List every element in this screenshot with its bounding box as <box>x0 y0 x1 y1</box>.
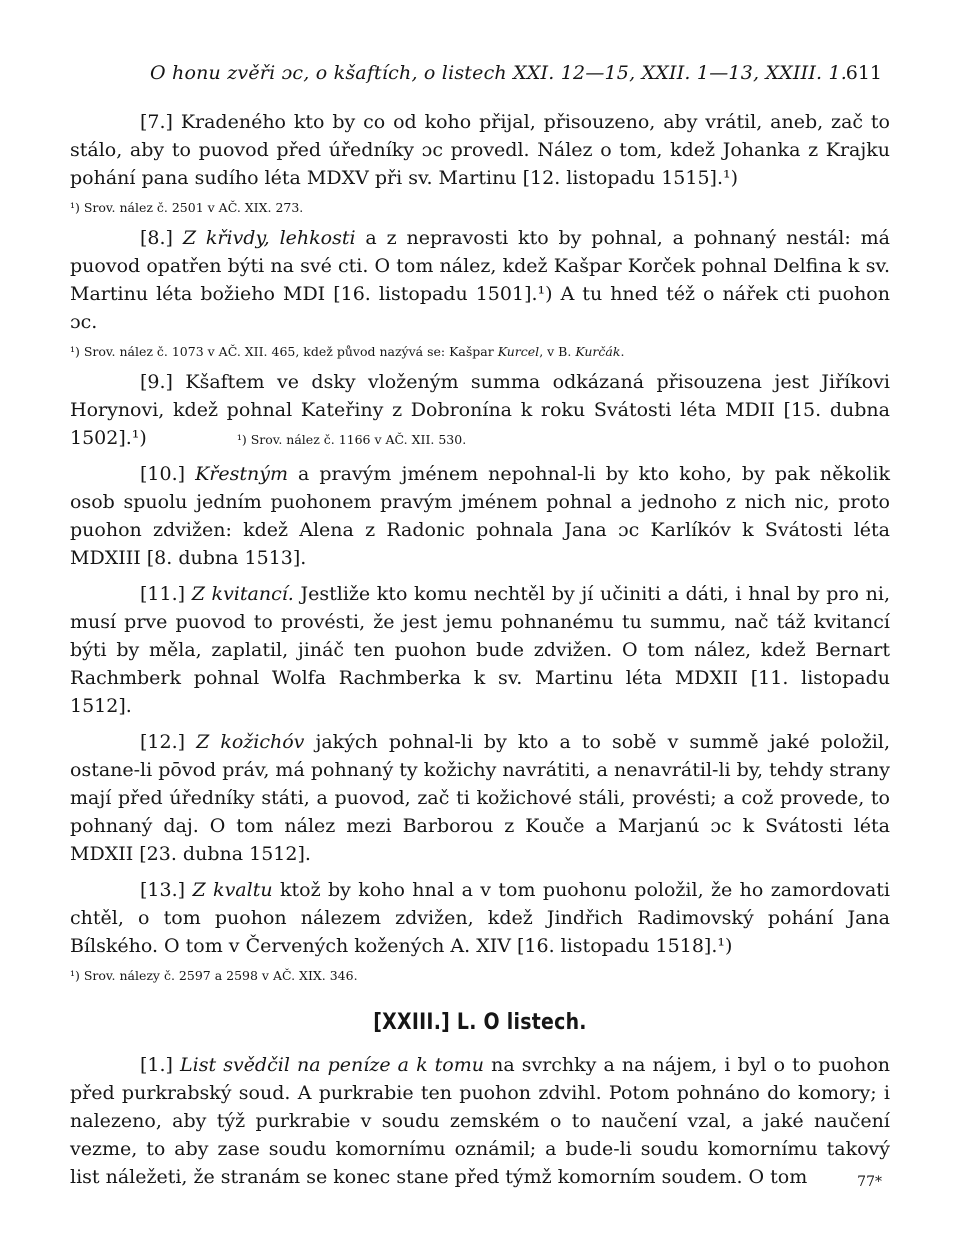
paragraph-10 <box>70 460 890 572</box>
paragraph-text: Kradeného kto by co od koho přijal, přisouzeno, aby vrátil, aneb, zač to stálo, aby to puovod před úředníky ɔc provedl. Nález o tom, kdež Johanka z Krajku pohání pana sudího léta MDXV při sv. Martinu [12. listopadu 1515].¹) <box>70 111 890 189</box>
paragraph-number: [10.] <box>140 463 186 485</box>
paragraph-number: [7.] <box>140 111 173 133</box>
page-body <box>70 108 890 1199</box>
footnote: ¹) Srov. nález č. 2501 v AČ. XIX. 273. <box>70 200 304 215</box>
paragraph-number: [12.] <box>140 731 186 753</box>
paragraph-text: a pravým jménem nepohnal-li by kto koho, by pak několik osob spuolu jedním puohonem pravým jménem pohnal a jednoho z nich nic, proto puohon zdvižen: kdež Alena z Radonic pohnala Jana ɔc Karlíkóv k Svátosti léta MDXIII [8. dubna 1513]. <box>70 463 890 569</box>
signature-mark: 77* <box>857 1174 882 1190</box>
paragraph-lead-italic: Z kožichóv <box>196 731 305 753</box>
paragraph-text: Kšaftem ve dsky vloženým summa odkázaná přisouzena jest Jiříkovi Horynovi, kdež pohnal Kateřiny z Dobronína k roku Svátosti léta MDII [15. dubna 1502].¹) <box>70 371 890 449</box>
paragraph-listech-1 <box>70 1051 890 1191</box>
inline-footnote: ¹) Srov. nález č. 1166 v AČ. XII. 530. <box>236 432 467 447</box>
paragraph-11 <box>70 580 890 720</box>
footnote-text: . <box>620 344 625 359</box>
paragraph-lead-italic: Z kvitancí. <box>191 583 294 605</box>
footnote-text: , v B. <box>539 344 576 359</box>
paragraph-lead-italic: Z kvaltu <box>192 879 273 901</box>
running-head <box>70 62 890 88</box>
paragraph-13 <box>70 876 890 960</box>
footnote: ¹) Srov. nálezy č. 2597 a 2598 v AČ. XIX. 346. <box>70 968 358 983</box>
paragraph-lead-italic: Z křivdy, lehkosti <box>182 227 356 249</box>
paragraph-number: [1.] <box>140 1054 173 1076</box>
paragraph-text: na svrchky a na nájem, i byl o to puohon před purkrabský soud. A purkrabie ten puohon zdvihl. Potom pohnáno do komory; i nalezeno, aby týž purkrabie v soudu zemském o to naučení vzal, a jaké naučení vezme, to aby zase soudu komornímu oznámil; a bude-li soudu komornímu takový list náležeti, že stranám se konec stane před týmž komorním soudem. O tom <box>70 1054 890 1188</box>
paragraph-lead-italic: Křestným <box>195 463 288 485</box>
paragraph-text: Jestliže kto komu nechtěl by jí učiniti a dáti, i hnal by pro ni, musí prve puovod to provésti, že jest jemu pohnanému tu summu, nač táž kvitancí býti by měla, zaplatil, jináč ten puohon bude zdvižen. O tom nález, kdež Bernart Rachmberk pohnal Wolfa Rachmberka k sv. Martinu léta MDXII [11. listopadu 1512]. <box>70 583 890 717</box>
footnote-italic: Kurcel <box>497 344 540 359</box>
section-heading: [XXIII.] L. O listech. <box>373 1010 587 1035</box>
running-title: O honu zvěři ɔc, o kšaftích, o listech XXI. 12—15, XXII. 1—13, XXIII. 1. <box>150 62 848 84</box>
paragraph-9 <box>70 368 890 452</box>
paragraph-text: ktož by koho hnal a v tom puohonu položil, že ho zamordovati chtěl, o tom puohon nálezem zdvižen, kdež Jindřich Radimovský pohání Jana Bílského. O tom v Červených kožených A. XIV [16. listopadu 1518].¹) <box>70 879 890 957</box>
paragraph-text: jakých pohnal-li by kto a to sobě v summě jaké položil, ostane-li pōvod práv, má pohnaný ty kožichy navrátiti, a nenavrátil-li by, tehdy strany mají před úředníky státi, a puovod, zač ti kožichové stáli, provésti; a což provede, to pohnaný daj. O tom nález mezi Barborou z Kouče a Marjanú ɔc k Svátosti léta MDXII [23. dubna 1512]. <box>70 731 890 865</box>
paragraph-number: [9.] <box>140 371 173 393</box>
paragraph-lead-italic: List svědčil na peníze a k tomu <box>180 1054 484 1076</box>
paragraph-12 <box>70 728 890 868</box>
paragraph-number: [13.] <box>140 879 186 901</box>
document-page <box>70 0 890 1255</box>
paragraph-text: a z nepravosti kto by pohnal, a pohnaný nestál: má puovod opatřen býti na své cti. O tom nález, kdež Kašpar Korček pohnal Delfina k sv. Martinu léta božieho MDI [16. listopadu 1501].¹) A tu hned též o nářek cti puohon ɔc. <box>70 227 890 333</box>
paragraph-7 <box>70 108 890 192</box>
page-number: 611 <box>845 62 882 84</box>
footnote <box>70 344 890 360</box>
paragraph-number: [11.] <box>140 583 186 605</box>
footnote-text: ¹) Srov. nález č. 1073 v AČ. XII. 465, kdež původ nazývá se: Kašpar <box>70 344 498 359</box>
footnote-italic: Kurčák <box>575 344 621 359</box>
paragraph-number: [8.] <box>140 227 173 249</box>
paragraph-8 <box>70 224 890 336</box>
